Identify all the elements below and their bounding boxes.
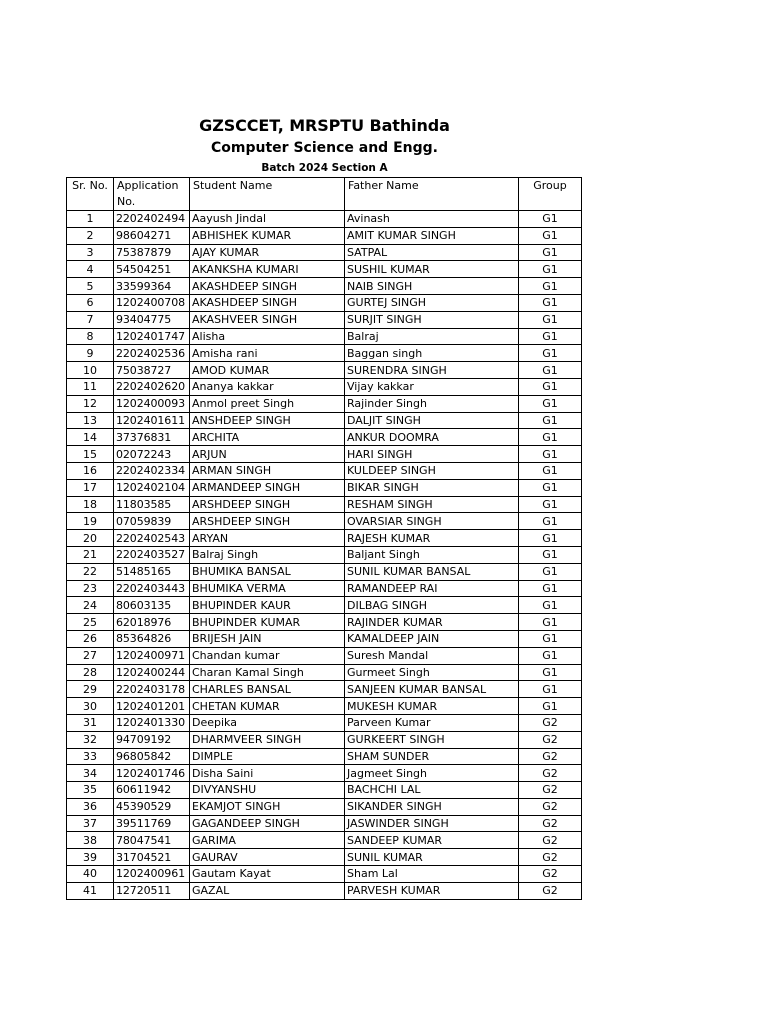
table-row [67, 429, 582, 446]
father-name-cell: Gurmeet Singh [345, 664, 519, 681]
group-cell: G1 [519, 412, 582, 429]
application-no-cell: 1202400961 [114, 866, 190, 883]
father-name-cell: SIKANDER SINGH [345, 798, 519, 815]
father-name-cell: GURTEJ SINGH [345, 294, 519, 311]
student-name-cell: ARJUN [190, 446, 345, 463]
application-no-cell: 1202401611 [114, 412, 190, 429]
student-name-cell: Gautam Kayat [190, 866, 345, 883]
application-no-cell: 2202402543 [114, 530, 190, 547]
table-row [67, 311, 582, 328]
column-header-group: Group [519, 178, 582, 211]
sr-no-cell: 14 [67, 429, 114, 446]
table-row [67, 244, 582, 261]
table-row [67, 378, 582, 395]
student-name-cell: ABHISHEK KUMAR [190, 227, 345, 244]
father-name-cell: Rajinder Singh [345, 395, 519, 412]
table-row [67, 630, 582, 647]
group-cell: G1 [519, 614, 582, 631]
application-no-cell: 11803585 [114, 496, 190, 513]
group-cell: G2 [519, 866, 582, 883]
student-name-cell: ARMAN SINGH [190, 462, 345, 479]
sr-no-cell: 24 [67, 597, 114, 614]
sr-no-cell: 23 [67, 580, 114, 597]
table-row [67, 714, 582, 731]
sr-no-cell: 1 [67, 211, 114, 228]
table-row [67, 563, 582, 580]
table-row [67, 849, 582, 866]
table-row [67, 261, 582, 278]
sr-no-cell: 37 [67, 815, 114, 832]
father-name-cell: RESHAM SINGH [345, 496, 519, 513]
application-no-cell: 2202402334 [114, 462, 190, 479]
table-row [67, 362, 582, 379]
sr-no-cell: 15 [67, 446, 114, 463]
table-row [67, 479, 582, 496]
sr-no-cell: 29 [67, 681, 114, 698]
application-no-cell: 33599364 [114, 278, 190, 295]
father-name-cell: AMIT KUMAR SINGH [345, 227, 519, 244]
father-name-cell: BIKAR SINGH [345, 479, 519, 496]
sr-no-cell: 36 [67, 798, 114, 815]
student-name-cell: ARMANDEEP SINGH [190, 479, 345, 496]
table-body [67, 211, 582, 900]
father-name-cell: SANJEEN KUMAR BANSAL [345, 681, 519, 698]
table-row [67, 664, 582, 681]
batch-title: Batch 2024 Section A [261, 162, 388, 174]
application-no-cell: 94709192 [114, 731, 190, 748]
group-cell: G1 [519, 563, 582, 580]
table-row [67, 546, 582, 563]
student-name-cell: CHARLES BANSAL [190, 681, 345, 698]
student-name-cell: GAURAV [190, 849, 345, 866]
student-name-cell: DIVYANSHU [190, 782, 345, 799]
student-name-cell: Ananya kakkar [190, 378, 345, 395]
table-row [67, 748, 582, 765]
column-header-student-name: Student Name [190, 178, 345, 211]
group-cell: G1 [519, 630, 582, 647]
father-name-cell: Vijay kakkar [345, 378, 519, 395]
father-name-cell: DALJIT SINGH [345, 412, 519, 429]
group-cell: G2 [519, 748, 582, 765]
table-row [67, 412, 582, 429]
application-no-cell: 51485165 [114, 563, 190, 580]
department-title: Computer Science and Engg. [211, 140, 438, 156]
table-row [67, 815, 582, 832]
application-no-cell: 93404775 [114, 311, 190, 328]
group-cell: G1 [519, 597, 582, 614]
application-no-cell: 78047541 [114, 832, 190, 849]
sr-no-cell: 19 [67, 513, 114, 530]
application-no-cell: 39511769 [114, 815, 190, 832]
student-name-cell: GAGANDEEP SINGH [190, 815, 345, 832]
student-name-cell: Balraj Singh [190, 546, 345, 563]
student-name-cell: Charan Kamal Singh [190, 664, 345, 681]
table-row [67, 530, 582, 547]
student-name-cell: Disha Saini [190, 765, 345, 782]
table-row [67, 328, 582, 345]
table-row [67, 513, 582, 530]
student-name-cell: Deepika [190, 714, 345, 731]
application-no-cell: 85364826 [114, 630, 190, 647]
group-cell: G1 [519, 647, 582, 664]
table-row [67, 597, 582, 614]
table-row [67, 782, 582, 799]
student-name-cell: BHUPINDER KUMAR [190, 614, 345, 631]
student-name-cell: GARIMA [190, 832, 345, 849]
table-row [67, 496, 582, 513]
sr-no-cell: 16 [67, 462, 114, 479]
student-name-cell: CHETAN KUMAR [190, 698, 345, 715]
student-name-cell: DIMPLE [190, 748, 345, 765]
sr-no-cell: 18 [67, 496, 114, 513]
sr-no-cell: 9 [67, 345, 114, 362]
student-name-cell: ARCHITA [190, 429, 345, 446]
sr-no-cell: 34 [67, 765, 114, 782]
table-row [67, 832, 582, 849]
group-cell: G1 [519, 479, 582, 496]
student-name-cell: ANSHDEEP SINGH [190, 412, 345, 429]
father-name-cell: Baljant Singh [345, 546, 519, 563]
sr-no-cell: 26 [67, 630, 114, 647]
sr-no-cell: 35 [67, 782, 114, 799]
group-cell: G1 [519, 580, 582, 597]
application-no-cell: 12720511 [114, 882, 190, 899]
father-name-cell: DILBAG SINGH [345, 597, 519, 614]
father-name-cell: ANKUR DOOMRA [345, 429, 519, 446]
application-no-cell: 62018976 [114, 614, 190, 631]
column-header-sr-no: Sr. No. [67, 178, 114, 211]
sr-no-cell: 39 [67, 849, 114, 866]
father-name-cell: RAJESH KUMAR [345, 530, 519, 547]
table-row [67, 211, 582, 228]
student-name-cell: GAZAL [190, 882, 345, 899]
group-cell: G1 [519, 261, 582, 278]
father-name-cell: Baggan singh [345, 345, 519, 362]
group-cell: G1 [519, 311, 582, 328]
father-name-cell: Jagmeet Singh [345, 765, 519, 782]
father-name-cell: BACHCHI LAL [345, 782, 519, 799]
group-cell: G2 [519, 798, 582, 815]
table-row [67, 294, 582, 311]
sr-no-cell: 5 [67, 278, 114, 295]
father-name-cell: Sham Lal [345, 866, 519, 883]
sr-no-cell: 11 [67, 378, 114, 395]
group-cell: G1 [519, 446, 582, 463]
father-name-cell: KAMALDEEP JAIN [345, 630, 519, 647]
table-row [67, 798, 582, 815]
application-no-cell: 31704521 [114, 849, 190, 866]
application-no-cell: 1202401747 [114, 328, 190, 345]
sr-no-cell: 30 [67, 698, 114, 715]
student-name-cell: AMOD KUMAR [190, 362, 345, 379]
father-name-cell: Parveen Kumar [345, 714, 519, 731]
application-no-cell: 1202402104 [114, 479, 190, 496]
column-header-father-name: Father Name [345, 178, 519, 211]
sr-no-cell: 20 [67, 530, 114, 547]
group-cell: G1 [519, 227, 582, 244]
table-header [67, 178, 582, 211]
father-name-cell: NAIB SINGH [345, 278, 519, 295]
sr-no-cell: 21 [67, 546, 114, 563]
group-cell: G1 [519, 462, 582, 479]
application-no-cell: 1202401201 [114, 698, 190, 715]
student-name-cell: BHUMIKA BANSAL [190, 563, 345, 580]
father-name-cell: SURJIT SINGH [345, 311, 519, 328]
student-name-cell: Alisha [190, 328, 345, 345]
application-no-cell: 1202401330 [114, 714, 190, 731]
table-row [67, 765, 582, 782]
group-cell: G1 [519, 395, 582, 412]
father-name-cell: KULDEEP SINGH [345, 462, 519, 479]
sr-no-cell: 2 [67, 227, 114, 244]
group-cell: G2 [519, 731, 582, 748]
application-no-cell: 75387879 [114, 244, 190, 261]
application-no-cell: 60611942 [114, 782, 190, 799]
student-name-cell: Amisha rani [190, 345, 345, 362]
group-cell: G1 [519, 345, 582, 362]
father-name-cell: HARI SINGH [345, 446, 519, 463]
sr-no-cell: 32 [67, 731, 114, 748]
father-name-cell: OVARSIAR SINGH [345, 513, 519, 530]
group-cell: G2 [519, 782, 582, 799]
application-no-cell: 98604271 [114, 227, 190, 244]
application-no-cell: 37376831 [114, 429, 190, 446]
father-name-cell: Balraj [345, 328, 519, 345]
sr-no-cell: 28 [67, 664, 114, 681]
student-name-cell: Anmol preet Singh [190, 395, 345, 412]
father-name-cell: SURENDRA SINGH [345, 362, 519, 379]
student-name-cell: BHUPINDER KAUR [190, 597, 345, 614]
table-row [67, 278, 582, 295]
father-name-cell: SUSHIL KUMAR [345, 261, 519, 278]
group-cell: G1 [519, 664, 582, 681]
table-row [67, 580, 582, 597]
father-name-cell: RAMANDEEP RAI [345, 580, 519, 597]
application-no-cell: 1202400093 [114, 395, 190, 412]
student-name-cell: ARSHDEEP SINGH [190, 513, 345, 530]
group-cell: G1 [519, 429, 582, 446]
application-no-cell: 54504251 [114, 261, 190, 278]
application-no-cell: 80603135 [114, 597, 190, 614]
table-row [67, 731, 582, 748]
sr-no-cell: 25 [67, 614, 114, 631]
father-name-cell: GURKEERT SINGH [345, 731, 519, 748]
student-name-cell: AKASHDEEP SINGH [190, 278, 345, 295]
father-name-cell: SATPAL [345, 244, 519, 261]
sr-no-cell: 40 [67, 866, 114, 883]
student-name-cell: ARSHDEEP SINGH [190, 496, 345, 513]
institution-title: GZSCCET, MRSPTU Bathinda [199, 116, 450, 135]
application-no-cell: 2202402620 [114, 378, 190, 395]
table-row [67, 866, 582, 883]
sr-no-cell: 13 [67, 412, 114, 429]
student-name-cell: Chandan kumar [190, 647, 345, 664]
father-name-cell: MUKESH KUMAR [345, 698, 519, 715]
application-no-cell: 1202400971 [114, 647, 190, 664]
father-name-cell: PARVESH KUMAR [345, 882, 519, 899]
table-row [67, 462, 582, 479]
application-no-cell: 2202402494 [114, 211, 190, 228]
sr-no-cell: 4 [67, 261, 114, 278]
father-name-cell: SHAM SUNDER [345, 748, 519, 765]
application-no-cell: 96805842 [114, 748, 190, 765]
application-no-cell: 2202403527 [114, 546, 190, 563]
sr-no-cell: 27 [67, 647, 114, 664]
sr-no-cell: 3 [67, 244, 114, 261]
sr-no-cell: 8 [67, 328, 114, 345]
application-no-cell: 45390529 [114, 798, 190, 815]
sr-no-cell: 41 [67, 882, 114, 899]
father-name-cell: RAJINDER KUMAR [345, 614, 519, 631]
sr-no-cell: 31 [67, 714, 114, 731]
group-cell: G2 [519, 849, 582, 866]
father-name-cell: JASWINDER SINGH [345, 815, 519, 832]
table-row [67, 446, 582, 463]
father-name-cell: SUNIL KUMAR BANSAL [345, 563, 519, 580]
group-cell: G1 [519, 362, 582, 379]
application-no-cell: 1202400708 [114, 294, 190, 311]
table-row [67, 345, 582, 362]
student-name-cell: BHUMIKA VERMA [190, 580, 345, 597]
table-row [67, 882, 582, 899]
student-name-cell: EKAMJOT SINGH [190, 798, 345, 815]
group-cell: G1 [519, 530, 582, 547]
group-cell: G2 [519, 714, 582, 731]
student-name-cell: AKANKSHA KUMARI [190, 261, 345, 278]
student-name-cell: AJAY KUMAR [190, 244, 345, 261]
application-no-cell: 1202401746 [114, 765, 190, 782]
group-cell: G1 [519, 681, 582, 698]
sr-no-cell: 38 [67, 832, 114, 849]
table-row [67, 395, 582, 412]
table-row [67, 681, 582, 698]
group-cell: G2 [519, 882, 582, 899]
father-name-cell: SUNIL KUMAR [345, 849, 519, 866]
sr-no-cell: 17 [67, 479, 114, 496]
table-row [67, 614, 582, 631]
group-cell: G1 [519, 211, 582, 228]
sr-no-cell: 10 [67, 362, 114, 379]
group-cell: G1 [519, 378, 582, 395]
sr-no-cell: 7 [67, 311, 114, 328]
column-header-application-no: Application No. [114, 178, 190, 211]
header-row [67, 178, 582, 211]
application-no-cell: 75038727 [114, 362, 190, 379]
student-name-cell: AKASHDEEP SINGH [190, 294, 345, 311]
student-name-cell: ARYAN [190, 530, 345, 547]
group-cell: G1 [519, 244, 582, 261]
table-row [67, 227, 582, 244]
student-roster-table [66, 177, 582, 900]
application-no-cell: 02072243 [114, 446, 190, 463]
sr-no-cell: 33 [67, 748, 114, 765]
group-cell: G1 [519, 698, 582, 715]
group-cell: G2 [519, 815, 582, 832]
group-cell: G2 [519, 832, 582, 849]
group-cell: G1 [519, 328, 582, 345]
student-name-cell: AKASHVEER SINGH [190, 311, 345, 328]
student-name-cell: BRIJESH JAIN [190, 630, 345, 647]
group-cell: G1 [519, 278, 582, 295]
group-cell: G1 [519, 496, 582, 513]
student-name-cell: Aayush Jindal [190, 211, 345, 228]
application-no-cell: 2202402536 [114, 345, 190, 362]
table-row [67, 647, 582, 664]
father-name-cell: Suresh Mandal [345, 647, 519, 664]
father-name-cell: SANDEEP KUMAR [345, 832, 519, 849]
table-row [67, 698, 582, 715]
group-cell: G2 [519, 765, 582, 782]
sr-no-cell: 6 [67, 294, 114, 311]
group-cell: G1 [519, 513, 582, 530]
application-no-cell: 2202403443 [114, 580, 190, 597]
application-no-cell: 07059839 [114, 513, 190, 530]
application-no-cell: 1202400244 [114, 664, 190, 681]
student-name-cell: DHARMVEER SINGH [190, 731, 345, 748]
sr-no-cell: 22 [67, 563, 114, 580]
father-name-cell: Avinash [345, 211, 519, 228]
sr-no-cell: 12 [67, 395, 114, 412]
application-no-cell: 2202403178 [114, 681, 190, 698]
group-cell: G1 [519, 294, 582, 311]
group-cell: G1 [519, 546, 582, 563]
